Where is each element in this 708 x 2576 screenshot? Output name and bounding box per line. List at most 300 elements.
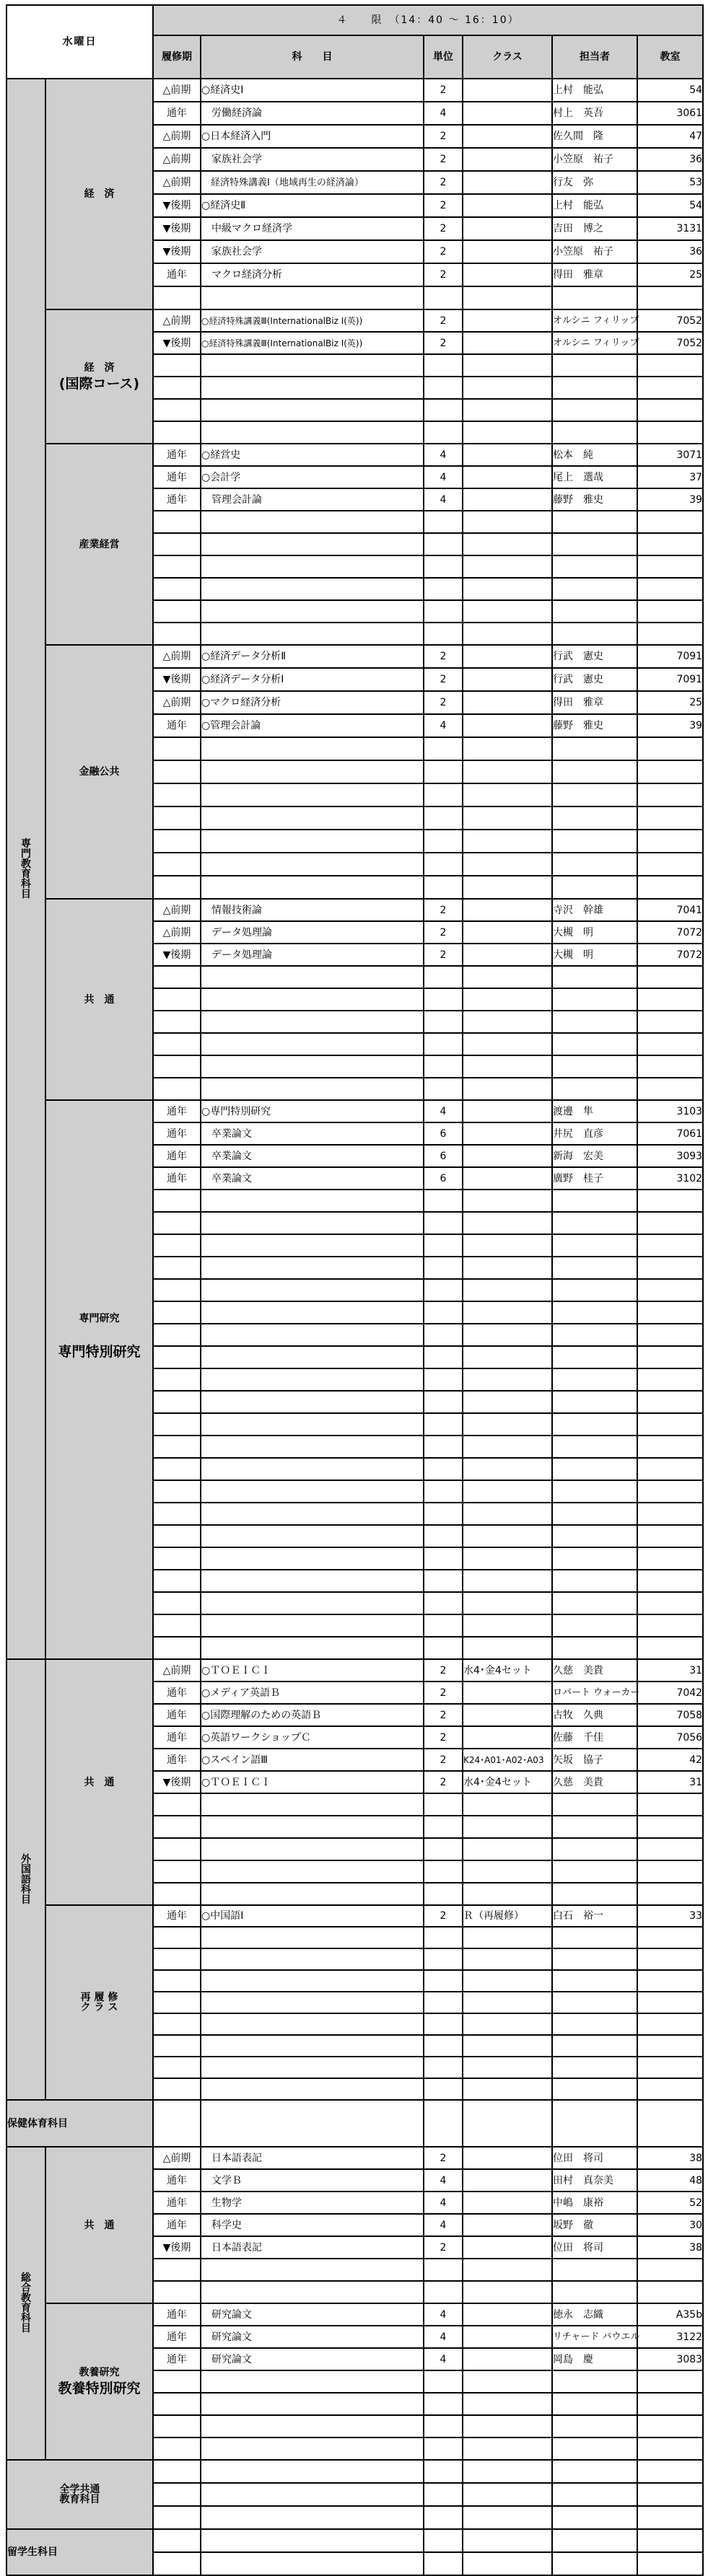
empty-subject-cell <box>201 399 424 421</box>
empty-teacher-cell <box>552 578 637 600</box>
empty-subject-cell <box>201 533 424 555</box>
course-term: 通年 <box>153 444 201 466</box>
empty-room-cell <box>637 1525 703 1547</box>
course-class <box>463 1122 552 1145</box>
empty-teacher-cell <box>552 2437 637 2460</box>
empty-unit-cell <box>424 1614 463 1637</box>
empty-unit-cell <box>424 1413 463 1436</box>
group-kokusai-sub: (国際コース) <box>58 375 140 392</box>
empty-term-cell <box>153 2529 201 2552</box>
empty-room-cell <box>637 2415 703 2437</box>
course-unit: 6 <box>424 1122 463 1145</box>
course-term: 通年 <box>153 2326 201 2348</box>
course-subject: ○中国語Ⅰ <box>201 1905 424 1927</box>
empty-class-cell <box>463 623 552 645</box>
empty-unit-cell <box>424 1883 463 1905</box>
empty-subject-cell <box>201 1257 424 1279</box>
empty-term-cell <box>153 1614 201 1637</box>
course-teacher: 藤野 雅史 <box>552 714 637 737</box>
course-unit: 2 <box>424 645 463 668</box>
empty-term-cell <box>153 2281 201 2303</box>
course-unit: 2 <box>424 1749 463 1771</box>
course-class <box>463 1682 552 1704</box>
empty-unit-cell <box>424 2460 463 2483</box>
course-room: 7091 <box>637 668 703 691</box>
empty-class-cell <box>463 2460 552 2483</box>
course-teacher: 矢坂 協子 <box>552 1749 637 1771</box>
course-teacher: 得田 雅章 <box>552 691 637 714</box>
course-term: 通年 <box>153 466 201 488</box>
course-subject: 生物学 <box>201 2192 424 2214</box>
empty-class-cell <box>463 1301 552 1324</box>
empty-class-cell <box>463 1614 552 1637</box>
course-class <box>463 332 552 354</box>
empty-teacher-cell <box>552 2078 637 2100</box>
empty-unit-cell <box>424 600 463 623</box>
empty-unit-cell <box>424 1257 463 1279</box>
empty-class-cell <box>463 2100 552 2147</box>
empty-subject-cell <box>201 1212 424 1234</box>
empty-subject-cell <box>201 1368 424 1391</box>
empty-term-cell <box>153 1391 201 1413</box>
course-teacher: 白石 裕一 <box>552 1905 637 1927</box>
course-class <box>463 171 552 194</box>
course-term: ▼後期 <box>153 668 201 691</box>
course-teacher: 佐藤 千佳 <box>552 1726 637 1749</box>
empty-class-cell <box>463 533 552 555</box>
category-hoken-taiiku: 保健体育科目 <box>6 2100 153 2147</box>
course-row <box>6 1905 703 1927</box>
empty-class-cell <box>463 1970 552 1992</box>
empty-term-cell <box>153 2506 201 2529</box>
empty-room-cell <box>637 1368 703 1391</box>
course-teacher: 佐久間 隆 <box>552 125 637 148</box>
empty-class-cell <box>463 421 552 444</box>
empty-teacher-cell <box>552 1816 637 1838</box>
empty-teacher-cell <box>552 806 637 830</box>
empty-room-cell <box>637 1011 703 1033</box>
empty-class-cell <box>463 2437 552 2460</box>
empty-teacher-cell <box>552 1190 637 1212</box>
course-room: 3131 <box>637 217 703 240</box>
empty-teacher-cell <box>552 533 637 555</box>
empty-subject-cell <box>201 1793 424 1816</box>
course-term: 通年 <box>153 2169 201 2192</box>
course-teacher: 上村 能弘 <box>552 194 637 217</box>
course-subject: ○経済特殊講義Ⅲ(InternationalBiz Ⅰ(英)) <box>201 332 424 354</box>
course-class <box>463 102 552 125</box>
empty-teacher-cell <box>552 1301 637 1324</box>
empty-class-cell <box>463 2506 552 2529</box>
empty-unit-cell <box>424 399 463 421</box>
course-class <box>463 240 552 263</box>
empty-subject-cell <box>201 2437 424 2460</box>
course-class <box>463 921 552 944</box>
course-term: 通年 <box>153 102 201 125</box>
empty-unit-cell <box>424 1279 463 1301</box>
empty-class-cell <box>463 578 552 600</box>
course-term: △前期 <box>153 645 201 668</box>
course-unit: 4 <box>424 466 463 488</box>
empty-teacher-cell <box>552 1614 637 1637</box>
course-class <box>463 2169 552 2192</box>
course-term: △前期 <box>153 171 201 194</box>
blank-row <box>6 2529 703 2552</box>
empty-class-cell <box>463 2281 552 2303</box>
course-unit: 2 <box>424 1659 463 1682</box>
course-unit: 2 <box>424 668 463 691</box>
course-class <box>463 263 552 286</box>
empty-class-cell <box>463 1368 552 1391</box>
header-class: クラス <box>463 35 552 79</box>
empty-room-cell <box>637 623 703 645</box>
course-room: 7072 <box>637 921 703 944</box>
course-term: ▼後期 <box>153 332 201 354</box>
course-unit: 2 <box>424 2147 463 2169</box>
course-subject: 研究論文 <box>201 2303 424 2326</box>
empty-subject-cell <box>201 1838 424 1860</box>
course-unit: 4 <box>424 444 463 466</box>
empty-unit-cell <box>424 1927 463 1948</box>
empty-subject-cell <box>201 806 424 830</box>
course-class <box>463 899 552 921</box>
empty-room-cell <box>637 737 703 760</box>
empty-term-cell <box>153 966 201 988</box>
course-teacher: 古牧 久典 <box>552 1704 637 1726</box>
empty-teacher-cell <box>552 2035 637 2057</box>
empty-teacher-cell <box>552 1257 637 1279</box>
course-class <box>463 1100 552 1122</box>
course-row <box>6 444 703 466</box>
empty-term-cell <box>153 806 201 830</box>
course-unit: 2 <box>424 125 463 148</box>
empty-unit-cell <box>424 1436 463 1458</box>
empty-subject-cell <box>201 1992 424 2013</box>
empty-room-cell <box>637 988 703 1011</box>
empty-term-cell <box>153 2057 201 2078</box>
empty-room-cell <box>637 2483 703 2506</box>
course-room: 30 <box>637 2214 703 2236</box>
empty-unit-cell <box>424 1570 463 1592</box>
course-room: 54 <box>637 194 703 217</box>
course-unit: 4 <box>424 2192 463 2214</box>
empty-room-cell <box>637 966 703 988</box>
course-teacher: 上村 能弘 <box>552 79 637 102</box>
course-unit: 4 <box>424 714 463 737</box>
group-kinyu-kokyo: 金融公共 <box>45 645 153 899</box>
empty-teacher-cell <box>552 2552 637 2575</box>
empty-subject-cell <box>201 1190 424 1212</box>
course-subject: 経済特殊講義Ⅰ（地域再生の経済論） <box>201 171 424 194</box>
course-room: 37 <box>637 466 703 488</box>
empty-subject-cell <box>201 1970 424 1992</box>
course-room: 3061 <box>637 102 703 125</box>
empty-subject-cell <box>201 578 424 600</box>
empty-class-cell <box>463 600 552 623</box>
course-subject: 労働経済論 <box>201 102 424 125</box>
course-unit: 4 <box>424 1100 463 1122</box>
empty-subject-cell <box>201 2370 424 2393</box>
course-subject: データ処理論 <box>201 944 424 966</box>
empty-teacher-cell <box>552 1279 637 1301</box>
empty-subject-cell <box>201 286 424 309</box>
empty-unit-cell <box>424 2013 463 2035</box>
empty-subject-cell <box>201 1547 424 1570</box>
empty-term-cell <box>153 1570 201 1592</box>
course-term: 通年 <box>153 1704 201 1726</box>
course-unit: 2 <box>424 332 463 354</box>
course-teacher: 小笠原 祐子 <box>552 240 637 263</box>
empty-teacher-cell <box>552 1970 637 1992</box>
empty-unit-cell <box>424 1234 463 1257</box>
empty-subject-cell <box>201 1480 424 1503</box>
course-room: 7041 <box>637 899 703 921</box>
empty-unit-cell <box>424 966 463 988</box>
empty-room-cell <box>637 1637 703 1659</box>
course-room: 3083 <box>637 2348 703 2370</box>
empty-unit-cell <box>424 2552 463 2575</box>
empty-unit-cell <box>424 533 463 555</box>
empty-unit-cell <box>424 2370 463 2393</box>
empty-room-cell <box>637 1793 703 1816</box>
course-class <box>463 2348 552 2370</box>
empty-teacher-cell <box>552 1346 637 1368</box>
course-room: 38 <box>637 2147 703 2169</box>
empty-room-cell <box>637 1883 703 1905</box>
course-room: 48 <box>637 2169 703 2192</box>
course-room: 7091 <box>637 645 703 668</box>
empty-room-cell <box>637 2259 703 2281</box>
course-unit: 2 <box>424 148 463 171</box>
course-unit: 6 <box>424 1167 463 1190</box>
empty-unit-cell <box>424 1793 463 1816</box>
course-room: 3102 <box>637 1167 703 1190</box>
empty-teacher-cell <box>552 2259 637 2281</box>
empty-unit-cell <box>424 421 463 444</box>
empty-term-cell <box>153 1816 201 1838</box>
empty-class-cell <box>463 2259 552 2281</box>
empty-unit-cell <box>424 2437 463 2460</box>
course-term: ▼後期 <box>153 194 201 217</box>
course-room: 42 <box>637 1749 703 1771</box>
empty-room-cell <box>637 1436 703 1458</box>
empty-class-cell <box>463 988 552 1011</box>
empty-subject-cell <box>201 1033 424 1055</box>
course-room: 7061 <box>637 1122 703 1145</box>
empty-unit-cell <box>424 2100 463 2147</box>
empty-room-cell <box>637 2460 703 2483</box>
empty-room-cell <box>637 2529 703 2552</box>
empty-room-cell <box>637 286 703 309</box>
empty-room-cell <box>637 1324 703 1346</box>
empty-term-cell <box>153 1413 201 1436</box>
course-room: 7052 <box>637 309 703 332</box>
empty-subject-cell <box>201 1860 424 1883</box>
empty-subject-cell <box>201 377 424 399</box>
empty-unit-cell <box>424 1011 463 1033</box>
empty-class-cell <box>463 2393 552 2415</box>
empty-class-cell <box>463 286 552 309</box>
empty-room-cell <box>637 2013 703 2035</box>
empty-term-cell <box>153 2370 201 2393</box>
empty-teacher-cell <box>552 354 637 377</box>
empty-term-cell <box>153 421 201 444</box>
empty-subject-cell <box>201 2460 424 2483</box>
empty-unit-cell <box>424 623 463 645</box>
empty-subject-cell <box>201 1279 424 1301</box>
course-row <box>6 645 703 668</box>
course-teacher: 徳永 志織 <box>552 2303 637 2326</box>
course-unit: 4 <box>424 102 463 125</box>
empty-teacher-cell <box>552 1793 637 1816</box>
empty-term-cell <box>153 600 201 623</box>
course-term: ▼後期 <box>153 217 201 240</box>
course-subject: ○英語ワークショップＣ <box>201 1726 424 1749</box>
course-term: 通年 <box>153 263 201 286</box>
empty-class-cell <box>463 1458 552 1480</box>
course-class: 水4･金4セット <box>463 1771 552 1793</box>
course-subject: 研究論文 <box>201 2348 424 2370</box>
course-unit: 2 <box>424 79 463 102</box>
empty-class-cell <box>463 1883 552 1905</box>
empty-teacher-cell <box>552 1927 637 1948</box>
course-term: ▼後期 <box>153 944 201 966</box>
category-sogo-kyoiku: 総 合 教 育 科 目 <box>6 2147 45 2460</box>
empty-term-cell <box>153 286 201 309</box>
empty-subject-cell <box>201 1346 424 1368</box>
course-room: 33 <box>637 1905 703 1927</box>
empty-unit-cell <box>424 2415 463 2437</box>
empty-room-cell <box>637 830 703 853</box>
empty-term-cell <box>153 1234 201 1257</box>
empty-class-cell <box>463 1436 552 1458</box>
empty-subject-cell <box>201 737 424 760</box>
empty-teacher-cell <box>552 2506 637 2529</box>
course-teacher: 尾上 選哉 <box>552 466 637 488</box>
empty-subject-cell <box>201 966 424 988</box>
course-class <box>463 2147 552 2169</box>
timetable-sheet <box>6 4 703 2558</box>
course-term: △前期 <box>153 79 201 102</box>
course-unit: 2 <box>424 921 463 944</box>
empty-subject-cell <box>201 1525 424 1547</box>
empty-subject-cell <box>201 1614 424 1637</box>
empty-room-cell <box>637 2437 703 2460</box>
course-term: △前期 <box>153 1659 201 1682</box>
course-teacher: 大槻 明 <box>552 944 637 966</box>
group-sairishu-class: 再 履 修 ク ラ ス <box>45 1905 153 2100</box>
empty-class-cell <box>463 2529 552 2552</box>
course-term: 通年 <box>153 2214 201 2236</box>
empty-subject-cell <box>201 1592 424 1614</box>
empty-class-cell <box>463 2078 552 2100</box>
empty-unit-cell <box>424 737 463 760</box>
empty-subject-cell <box>201 421 424 444</box>
empty-term-cell <box>153 1503 201 1525</box>
course-room: 31 <box>637 1771 703 1793</box>
empty-room-cell <box>637 2057 703 2078</box>
empty-class-cell <box>463 1570 552 1592</box>
course-unit: 4 <box>424 2326 463 2348</box>
empty-unit-cell <box>424 1055 463 1078</box>
empty-teacher-cell <box>552 2415 637 2437</box>
empty-teacher-cell <box>552 1391 637 1413</box>
course-subject: 情報技術論 <box>201 899 424 921</box>
empty-unit-cell <box>424 1391 463 1413</box>
empty-unit-cell <box>424 354 463 377</box>
empty-subject-cell <box>201 2552 424 2575</box>
empty-unit-cell <box>424 853 463 876</box>
empty-subject-cell <box>201 2013 424 2035</box>
course-class <box>463 668 552 691</box>
empty-room-cell <box>637 421 703 444</box>
category-senmon-kyoiku: 専 門 教 育 科 目 <box>6 79 45 1659</box>
course-teacher: 岡島 慶 <box>552 2348 637 2370</box>
group-senmon-kenkyu: 専門研究 専門特別研究 <box>45 1100 153 1659</box>
course-class <box>463 2326 552 2348</box>
course-unit: 4 <box>424 488 463 511</box>
empty-teacher-cell <box>552 421 637 444</box>
course-class <box>463 1167 552 1190</box>
empty-unit-cell <box>424 1480 463 1503</box>
empty-term-cell <box>153 1838 201 1860</box>
empty-room-cell <box>637 1970 703 1992</box>
course-room: 3071 <box>637 444 703 466</box>
empty-class-cell <box>463 1816 552 1838</box>
empty-term-cell <box>153 1992 201 2013</box>
empty-class-cell <box>463 1927 552 1948</box>
empty-class-cell <box>463 2552 552 2575</box>
course-subject: ○ＴＯＥＩＣＩ <box>201 1771 424 1793</box>
course-subject: ○会計学 <box>201 466 424 488</box>
empty-class-cell <box>463 1078 552 1100</box>
empty-room-cell <box>637 1078 703 1100</box>
empty-term-cell <box>153 1458 201 1480</box>
course-term: 通年 <box>153 1749 201 1771</box>
empty-term-cell <box>153 533 201 555</box>
course-room: 7042 <box>637 1682 703 1704</box>
empty-unit-cell <box>424 578 463 600</box>
course-class <box>463 1726 552 1749</box>
empty-term-cell <box>153 1637 201 1659</box>
course-subject: 中級マクロ経済学 <box>201 217 424 240</box>
empty-teacher-cell <box>552 2281 637 2303</box>
empty-room-cell <box>637 2100 703 2147</box>
empty-term-cell <box>153 1033 201 1055</box>
course-subject: ○ＴＯＥＩＣＩ <box>201 1659 424 1682</box>
course-subject: ○国際理解のための英語Ｂ <box>201 1704 424 1726</box>
course-room: 36 <box>637 148 703 171</box>
course-row <box>6 1659 703 1682</box>
empty-term-cell <box>153 578 201 600</box>
empty-unit-cell <box>424 1346 463 1368</box>
course-subject: 家族社会学 <box>201 240 424 263</box>
empty-room-cell <box>637 377 703 399</box>
course-subject: 日本語表記 <box>201 2236 424 2259</box>
empty-room-cell <box>637 1992 703 2013</box>
empty-teacher-cell <box>552 1838 637 1860</box>
empty-unit-cell <box>424 2506 463 2529</box>
empty-subject-cell <box>201 1816 424 1838</box>
header-room: 教室 <box>637 35 703 79</box>
empty-class-cell <box>463 354 552 377</box>
empty-teacher-cell <box>552 1948 637 1970</box>
empty-unit-cell <box>424 1970 463 1992</box>
empty-subject-cell <box>201 623 424 645</box>
course-subject: ○経済史Ⅰ <box>201 79 424 102</box>
empty-subject-cell <box>201 2078 424 2100</box>
empty-term-cell <box>153 1970 201 1992</box>
